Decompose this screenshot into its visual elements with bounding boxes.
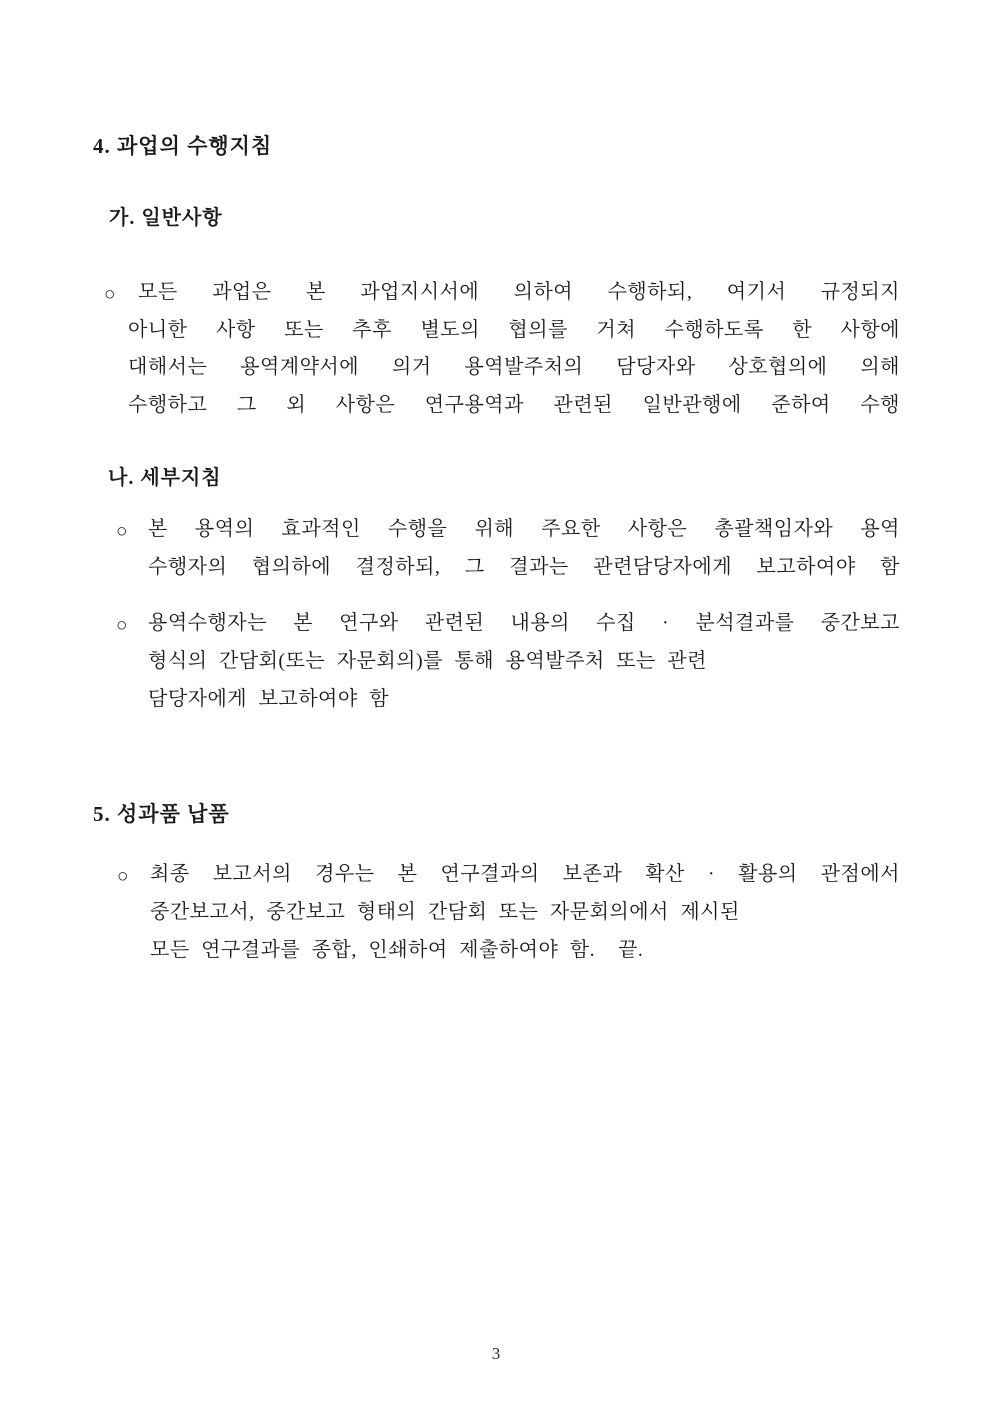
bullet-marker: ○ xyxy=(104,284,116,305)
bullet-marker: ○ xyxy=(117,866,129,887)
text-line: 형식의 간담회(또는 자문회의)를 통해 용역발주처 또는 관련 xyxy=(148,650,707,672)
page-number: 3 xyxy=(491,1344,501,1363)
text-line: 수행자의 협의하에 결정하되, 그 결과는 관련담당자에게 보고하여야 함 xyxy=(148,556,900,578)
text-line: 아니한 사항 또는 추후 별도의 협의를 거쳐 수행하도록 한 사항에 xyxy=(128,319,900,341)
text-line: 용역수행자는 본 연구와 관련된 내용의 수집 · 분석결과를 중간보고 xyxy=(148,612,900,634)
text-line: 본 용역의 효과적인 수행을 위해 주요한 사항은 총괄책임자와 용역 xyxy=(148,518,900,540)
text-line: 최종 보고서의 경우는 본 연구결과의 보존과 확산 · 활용의 관점에서 xyxy=(150,863,900,885)
text-line: 담당자에게 보고하여야 함 xyxy=(148,688,390,710)
text-line: 수행하고 그 외 사항은 연구용역과 관련된 일반관행에 준하여 수행 xyxy=(128,394,900,416)
section-4-na-heading: 나. 세부지침 xyxy=(108,467,222,489)
text-line: 대해서는 용역계약서에 의거 용역발주처의 담당자와 상호협의에 의해 xyxy=(128,356,900,378)
section-4-ga-heading: 가. 일반사항 xyxy=(109,207,223,229)
bullet-marker: ○ xyxy=(116,615,128,636)
text-line: 중간보고서, 중간보고 형태의 간담회 또는 자문회의에서 제시된 xyxy=(150,901,740,923)
section-4-heading: 4. 과업의 수행지침 xyxy=(93,134,273,158)
bullet-marker: ○ xyxy=(116,521,128,542)
section-5-heading: 5. 성과품 납품 xyxy=(93,802,230,826)
text-line: 모든 연구결과를 종합, 인쇄하여 제출하여야 함. 끝. xyxy=(150,939,644,961)
text-line: 모든 과업은 본 과업지시서에 의하여 수행하되, 여기서 규정되지 xyxy=(138,281,900,303)
